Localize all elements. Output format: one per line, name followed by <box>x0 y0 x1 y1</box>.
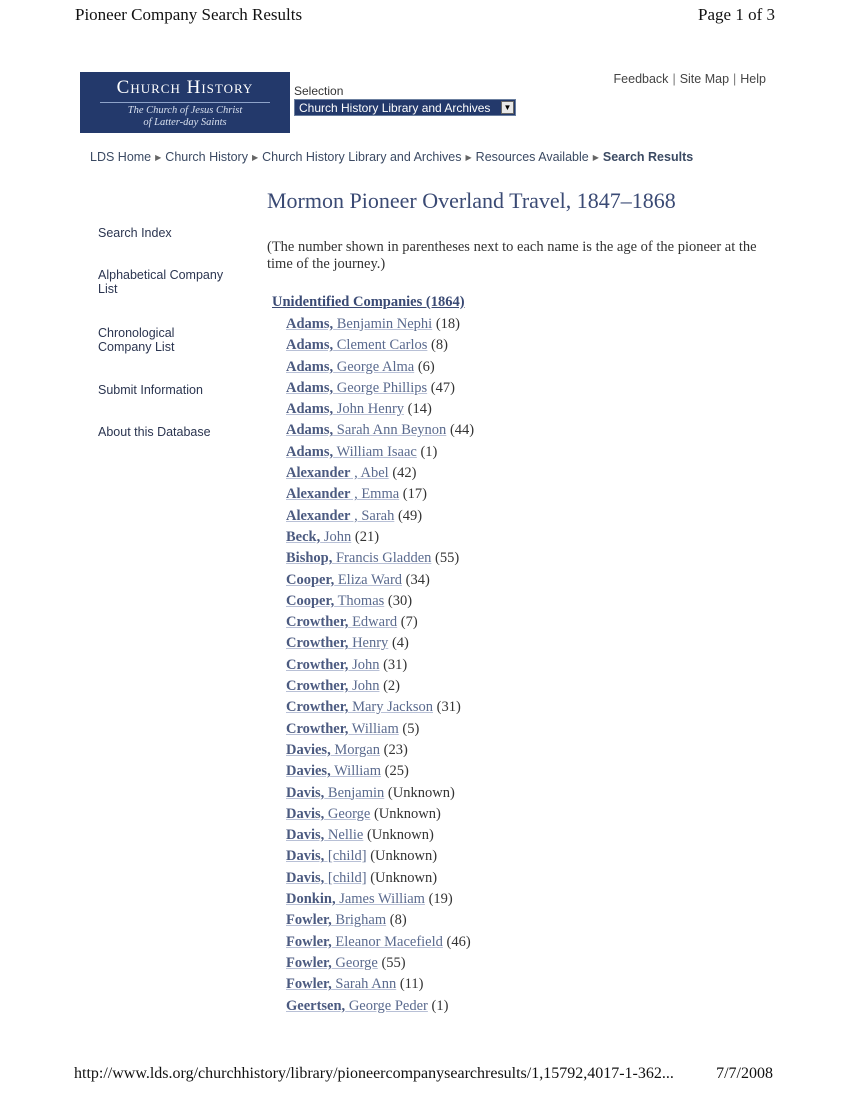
pioneer-name-link[interactable] <box>286 848 367 864</box>
list-item <box>286 571 474 592</box>
pioneer-age: (18) <box>435 316 461 332</box>
list-item <box>286 933 474 954</box>
breadcrumb-current: Search Results <box>602 150 694 164</box>
pioneer-name-link[interactable] <box>286 486 399 502</box>
pioneer-given-name: Brigham <box>331 912 387 929</box>
list-item <box>286 677 474 698</box>
pioneer-surname: Davis, <box>286 848 325 865</box>
print-page-number: Page 1 of 3 <box>698 5 775 24</box>
sidebar-nav <box>98 226 238 439</box>
list-item <box>286 592 474 613</box>
page-title: Mormon Pioneer Overland Travel, 1847–1868 <box>267 188 676 213</box>
pioneer-surname: Davies, <box>286 763 331 780</box>
pioneer-surname: Donkin, <box>286 891 336 908</box>
breadcrumb-arrow-icon: ▶ <box>592 153 599 162</box>
pioneer-name-link[interactable] <box>286 934 443 950</box>
pioneer-given-name: Mary Jackson <box>348 699 434 716</box>
pioneer-name-link[interactable] <box>286 976 396 992</box>
pioneer-given-name: William <box>348 720 399 737</box>
pioneer-given-name: George <box>324 805 371 822</box>
logo-title: Church History <box>116 77 254 98</box>
list-item <box>286 443 474 464</box>
pioneer-surname: Adams, <box>286 422 334 439</box>
pioneer-age: (7) <box>400 614 418 631</box>
pioneer-given-name: George <box>331 954 378 971</box>
pioneer-age: (30) <box>387 592 413 609</box>
pioneer-name-link[interactable] <box>286 380 427 396</box>
pioneer-given-name: William Isaac <box>333 443 417 460</box>
list-item <box>286 528 474 549</box>
pioneer-name-link[interactable] <box>286 912 386 928</box>
pioneer-name-link[interactable] <box>286 678 379 694</box>
pioneer-age: (46) <box>446 933 471 950</box>
pioneer-name-link[interactable] <box>286 550 431 566</box>
pioneer-age: (Unknown) <box>373 805 441 822</box>
list-item <box>286 762 474 783</box>
pioneer-surname: Cooper, <box>286 571 335 588</box>
pioneer-given-name: Thomas <box>334 592 385 609</box>
sidebar-item-alphabetical-list[interactable]: Alphabetical Company List <box>98 268 224 296</box>
list-item <box>286 698 474 719</box>
pioneer-surname: Crowther, <box>286 656 349 673</box>
chevron-down-icon[interactable]: ▼ <box>501 101 514 114</box>
utility-links <box>614 72 766 86</box>
pioneer-surname: Geertsen, <box>286 997 346 1014</box>
pioneer-age: (1) <box>431 997 449 1014</box>
list-item <box>286 720 474 741</box>
list-item <box>286 358 474 379</box>
pioneer-surname: Crowther, <box>286 614 349 631</box>
pioneer-surname: Bishop, <box>286 550 333 567</box>
pioneer-given-name: Clement Carlos <box>333 337 428 354</box>
intro-note: (The number shown in parentheses next to each name is the age of the pioneer at the time of the journey.) <box>267 239 757 272</box>
pioneer-name-link[interactable] <box>286 401 404 417</box>
list-item <box>286 911 474 932</box>
breadcrumb-church-history[interactable]: Church History <box>165 150 248 164</box>
list-item <box>286 400 474 421</box>
pioneer-given-name: William <box>330 763 382 780</box>
sidebar-item-chronological-list[interactable]: Chronological Company List <box>98 326 175 354</box>
pioneer-given-name: James William <box>335 891 425 908</box>
pioneer-age: (8) <box>389 912 407 929</box>
pioneer-age: (14) <box>407 401 432 418</box>
breadcrumb-library-archives[interactable]: Church History Library and Archives <box>262 150 462 164</box>
pioneer-age: (31) <box>436 699 461 716</box>
pioneer-surname: Beck, <box>286 528 321 545</box>
pioneer-given-name: Morgan <box>330 741 380 758</box>
pioneer-name-link[interactable] <box>286 657 379 673</box>
help-link[interactable]: Help <box>740 72 766 86</box>
pioneer-age: (17) <box>402 486 427 503</box>
sidebar-item-submit-information[interactable]: Submit Information <box>98 383 203 397</box>
pioneer-age: (Unknown) <box>387 784 455 801</box>
pioneer-age: (25) <box>384 763 409 780</box>
pioneer-name-link[interactable] <box>286 955 378 971</box>
company-link[interactable]: Unidentified Companies (1864) <box>272 294 465 310</box>
pioneer-age: (23) <box>383 741 408 758</box>
pioneer-age: (21) <box>354 528 380 545</box>
pioneer-age: (4) <box>391 635 409 652</box>
selection-value: Church History Library and Archives <box>299 101 491 115</box>
pioneer-surname: Davies, <box>286 741 331 758</box>
list-item <box>286 336 474 357</box>
pioneer-surname: Davis, <box>286 805 325 822</box>
pioneer-surname: Davis, <box>286 784 325 801</box>
list-item <box>286 890 474 911</box>
pioneer-surname: Adams, <box>286 443 334 460</box>
list-item <box>286 954 474 975</box>
pioneer-name-link[interactable] <box>286 742 380 758</box>
pioneer-given-name: Edward <box>348 614 398 631</box>
pioneer-given-name: John Henry <box>333 401 405 418</box>
pioneer-name-link[interactable] <box>286 444 417 460</box>
pioneer-age: (55) <box>381 954 406 971</box>
pioneer-name-link[interactable] <box>286 891 425 907</box>
list-item <box>286 549 474 570</box>
pioneer-name-link[interactable] <box>286 465 389 481</box>
pioneer-name-link[interactable] <box>286 699 433 715</box>
pioneer-surname: Adams, <box>286 401 334 418</box>
list-item <box>286 975 474 996</box>
pioneer-surname: Cooper, <box>286 592 335 609</box>
pioneer-given-name: , Abel <box>350 465 389 482</box>
pioneer-name-link[interactable] <box>286 359 414 375</box>
pioneer-name-link[interactable] <box>286 316 432 332</box>
pioneer-surname: Davis, <box>286 869 325 886</box>
breadcrumb-arrow-icon: ▶ <box>465 153 472 162</box>
list-item <box>286 485 474 506</box>
pioneer-age: (6) <box>417 358 435 375</box>
list-item <box>286 784 474 805</box>
logo-subtitle-line1: The Church of Jesus Christ <box>127 105 243 116</box>
pioneer-name-link[interactable] <box>286 593 384 609</box>
breadcrumb-resources-available[interactable]: Resources Available <box>475 150 589 164</box>
pioneer-name-link[interactable] <box>286 635 388 651</box>
pioneer-name-link[interactable] <box>286 614 397 630</box>
pioneer-surname: Alexander <box>286 507 351 524</box>
list-item <box>286 656 474 677</box>
pioneer-given-name: John <box>348 656 380 673</box>
pioneer-surname: Adams, <box>286 379 334 396</box>
pioneer-age: (11) <box>399 976 424 993</box>
pioneer-surname: Crowther, <box>286 699 349 716</box>
pioneer-list <box>286 315 474 1018</box>
pioneer-given-name: , Emma <box>350 486 400 503</box>
pioneer-surname: Crowther, <box>286 678 349 695</box>
sidebar-item-search-index[interactable]: Search Index <box>98 226 172 240</box>
pioneer-given-name: Nellie <box>324 827 364 844</box>
pioneer-surname: Fowler, <box>286 976 332 993</box>
list-item <box>286 869 474 890</box>
pioneer-name-link[interactable] <box>286 763 381 779</box>
pioneer-age: (5) <box>402 720 420 737</box>
breadcrumb-arrow-icon: ▶ <box>251 153 259 162</box>
pioneer-surname: Adams, <box>286 337 334 354</box>
pioneer-name-link[interactable] <box>286 870 367 886</box>
pioneer-surname: Adams, <box>286 358 334 375</box>
pioneer-surname: Davis, <box>286 827 325 844</box>
pioneer-given-name: George Alma <box>333 358 415 375</box>
pioneer-name-link[interactable] <box>286 827 363 843</box>
list-item <box>286 421 474 442</box>
pioneer-given-name: Eliza Ward <box>334 571 403 588</box>
list-item <box>286 507 474 528</box>
selection-label: Selection <box>294 84 344 98</box>
list-item <box>286 826 474 847</box>
pioneer-given-name: Benjamin Nephi <box>333 316 433 332</box>
breadcrumb-arrow-icon: ▶ <box>155 153 162 162</box>
pioneer-name-link[interactable] <box>286 721 399 737</box>
pioneer-name-link[interactable] <box>286 529 351 545</box>
print-header-title: Pioneer Company Search Results <box>75 5 303 24</box>
pioneer-age: (42) <box>392 465 417 482</box>
breadcrumb-lds-home[interactable]: LDS Home <box>90 150 152 164</box>
print-footer-date: 7/7/2008 <box>716 1065 773 1082</box>
pioneer-age: (55) <box>435 550 460 567</box>
pioneer-age: (49) <box>397 507 423 524</box>
pioneer-name-link[interactable] <box>286 998 428 1014</box>
logo-divider <box>100 102 270 103</box>
pioneer-given-name: Francis Gladden <box>332 550 432 567</box>
pioneer-age: (19) <box>428 891 453 908</box>
pioneer-age: (44) <box>449 422 475 439</box>
pioneer-surname: Crowther, <box>286 720 349 737</box>
pioneer-surname: Alexander <box>286 465 351 482</box>
list-item <box>286 634 474 655</box>
sidebar-item-about-database[interactable]: About this Database <box>98 425 211 439</box>
pioneer-given-name: [child] <box>324 848 367 865</box>
pioneer-given-name: , Sarah <box>350 507 395 524</box>
pioneer-given-name: Eleanor Macefield <box>331 933 443 950</box>
feedback-link[interactable]: Feedback <box>613 72 669 86</box>
utility-separator: | <box>733 72 737 86</box>
list-item <box>286 613 474 634</box>
list-item <box>286 805 474 826</box>
pioneer-age: (1) <box>420 443 438 460</box>
site-map-link[interactable]: Site Map <box>679 72 730 86</box>
utility-separator: | <box>672 72 676 86</box>
pioneer-age: (8) <box>431 337 448 354</box>
church-history-logo[interactable] <box>80 72 290 133</box>
logo-subtitle-line2: of Latter-day Saints <box>143 117 227 128</box>
pioneer-name-link[interactable] <box>286 337 427 353</box>
pioneer-given-name: Sarah Ann <box>331 976 397 993</box>
pioneer-name-link[interactable] <box>286 572 402 588</box>
list-item <box>286 997 474 1018</box>
pioneer-age: (Unknown) <box>370 848 438 865</box>
list-item <box>286 379 474 400</box>
print-footer-url: http://www.lds.org/churchhistory/library/pioneercompanysearchresults/1,15792,4017-1-362... <box>74 1065 674 1082</box>
pioneer-given-name: Sarah Ann Beynon <box>333 422 447 439</box>
pioneer-name-link[interactable] <box>286 422 446 438</box>
selection-dropdown[interactable] <box>294 99 516 116</box>
pioneer-given-name: Henry <box>348 635 389 652</box>
list-item <box>286 741 474 762</box>
pioneer-name-link[interactable] <box>286 508 394 524</box>
pioneer-age: (2) <box>383 678 401 695</box>
pioneer-surname: Alexander <box>286 486 351 503</box>
pioneer-name-link[interactable] <box>286 806 370 822</box>
pioneer-surname: Adams, <box>286 316 334 332</box>
pioneer-age: (34) <box>405 571 430 588</box>
pioneer-age: (31) <box>383 656 408 673</box>
pioneer-surname: Crowther, <box>286 635 349 652</box>
pioneer-given-name: George Peder <box>345 997 428 1014</box>
pioneer-given-name: John <box>348 678 380 695</box>
pioneer-given-name: Benjamin <box>324 784 385 801</box>
pioneer-age: (Unknown) <box>370 869 438 886</box>
pioneer-age: (47) <box>430 379 455 396</box>
pioneer-given-name: George Phillips <box>333 379 428 396</box>
pioneer-name-link[interactable] <box>286 785 384 801</box>
pioneer-surname: Fowler, <box>286 933 332 950</box>
pioneer-given-name: [child] <box>324 869 367 886</box>
list-item <box>286 315 474 336</box>
list-item <box>286 847 474 868</box>
pioneer-given-name: John <box>320 528 352 545</box>
list-item <box>286 464 474 485</box>
pioneer-surname: Fowler, <box>286 912 332 929</box>
breadcrumb <box>90 150 693 164</box>
pioneer-surname: Fowler, <box>286 954 332 971</box>
pioneer-age: (Unknown) <box>366 827 434 844</box>
